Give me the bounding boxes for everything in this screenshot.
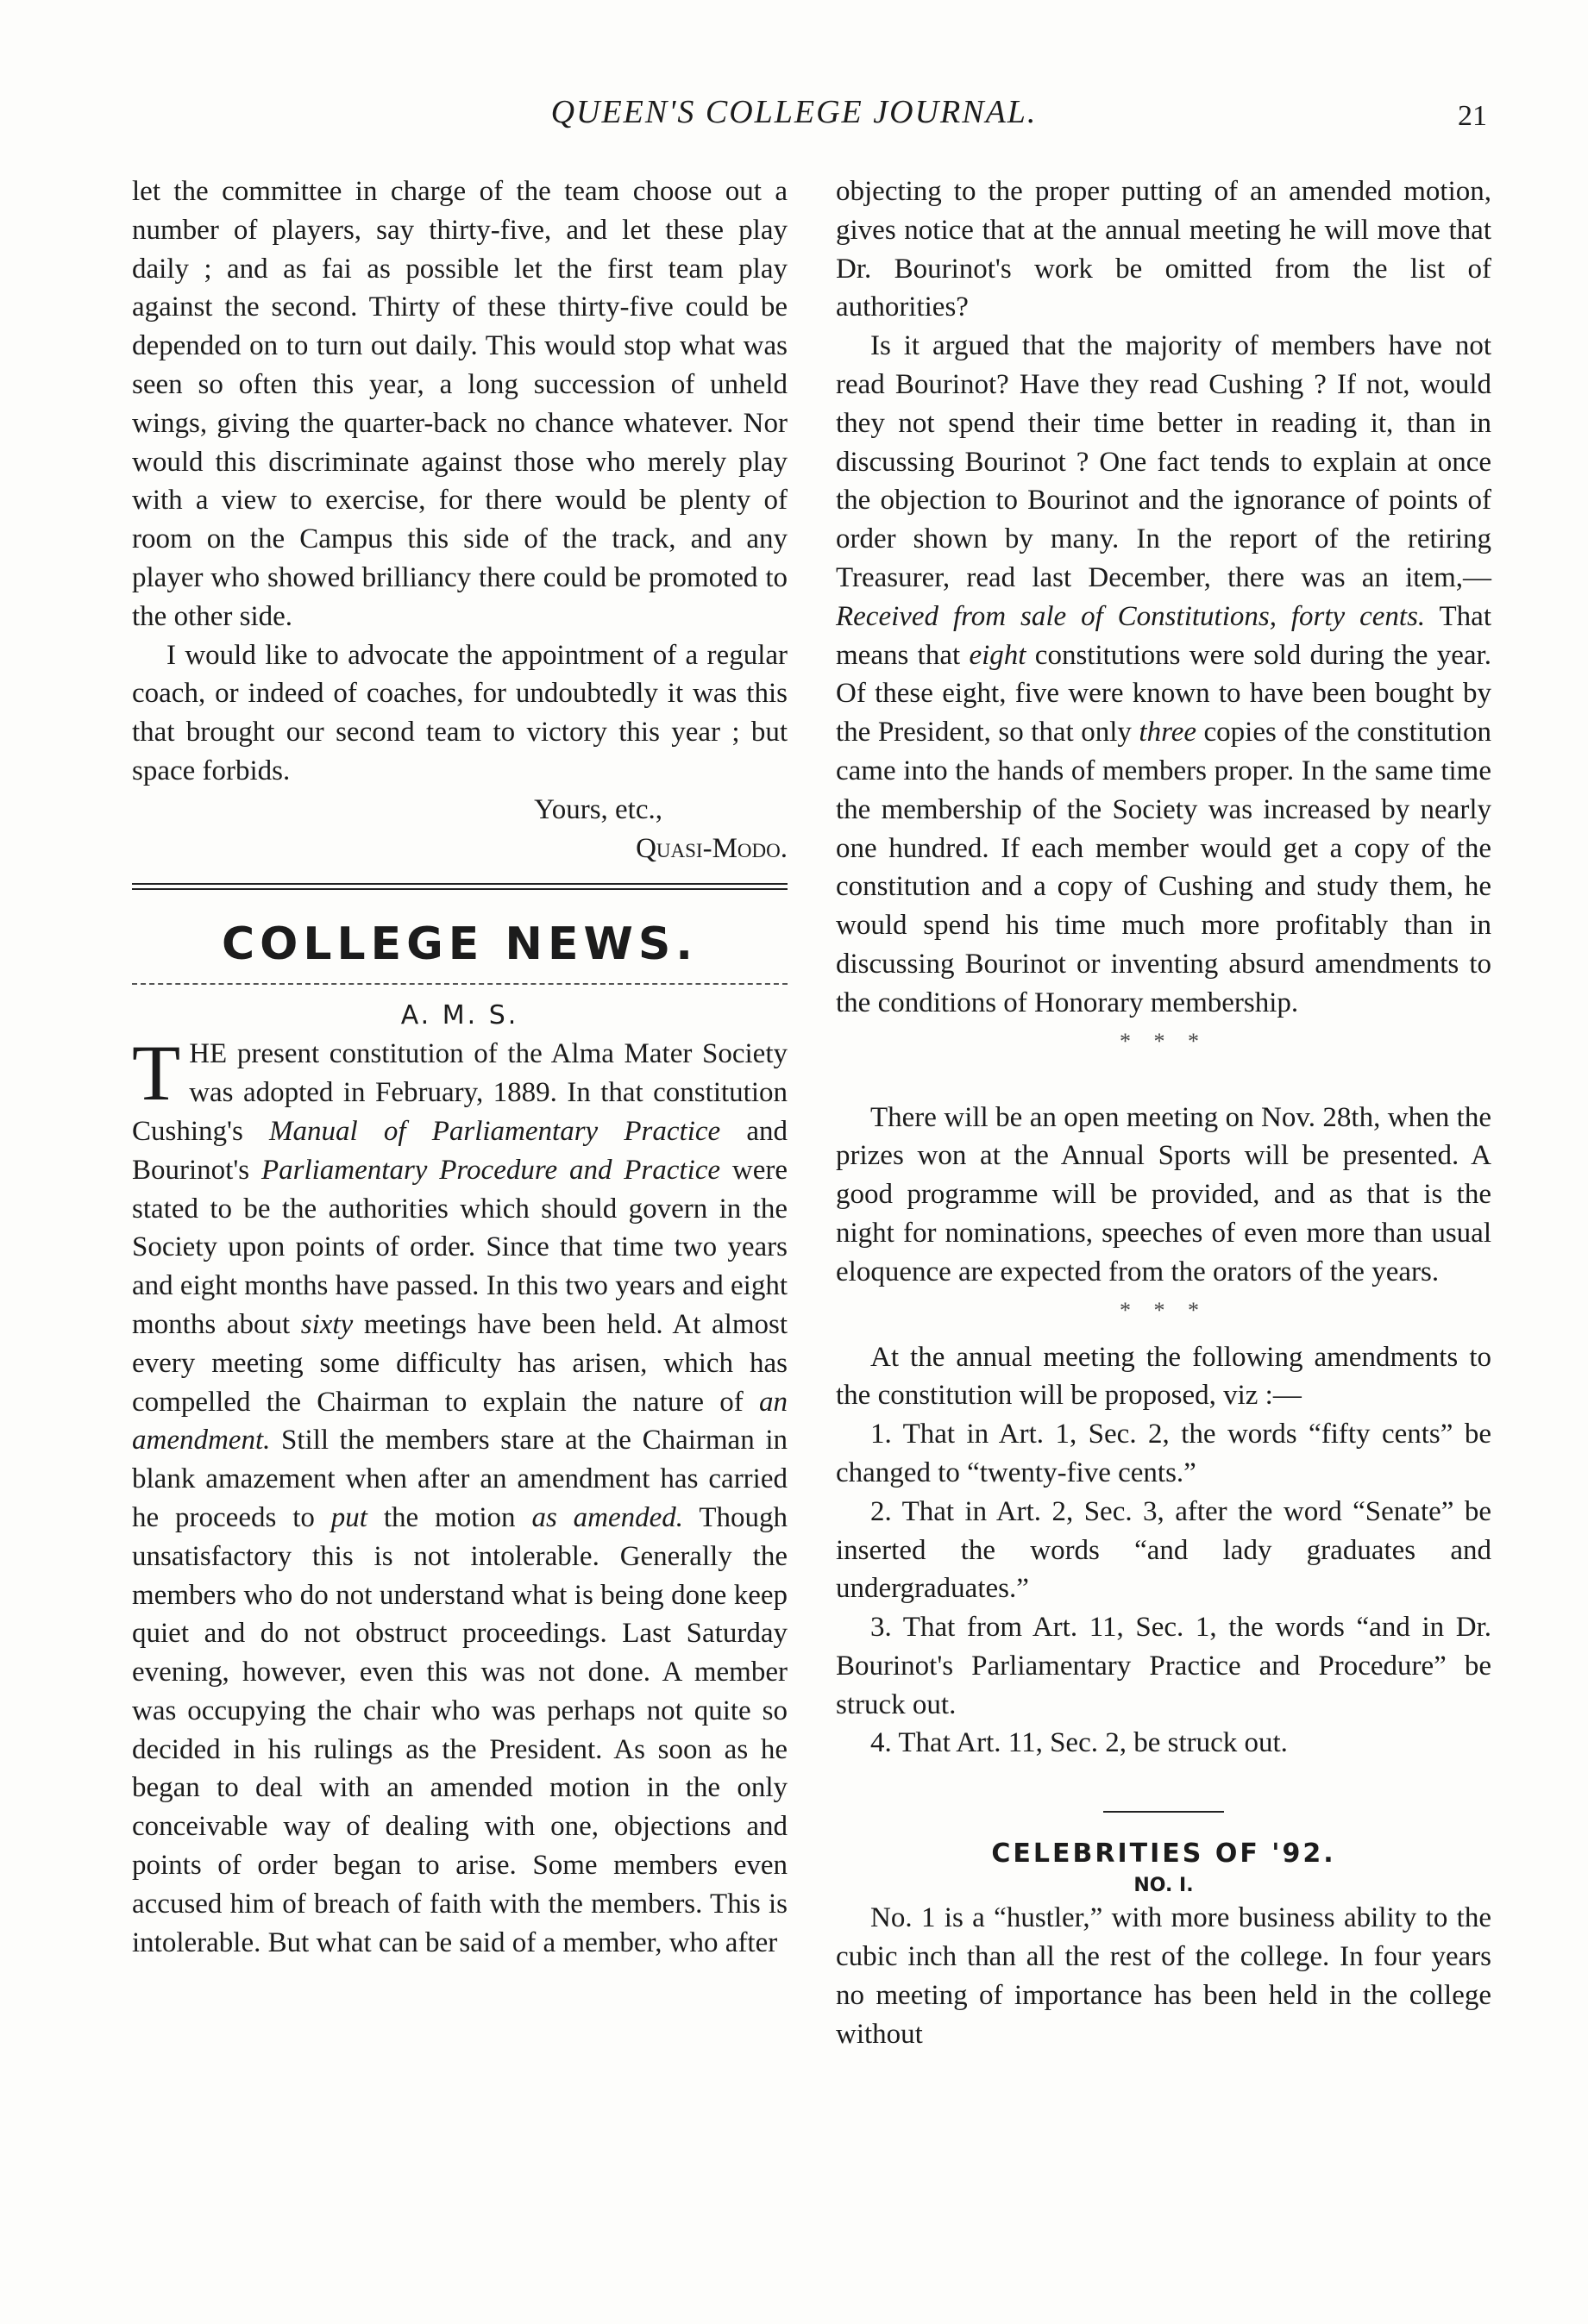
page-number: 21 — [1458, 100, 1487, 132]
celebrities-number: NO. I. — [1133, 1875, 1194, 1897]
letter-paragraph-2: I would like to advocate the appointment of a regular coach, or indeed of coaches, for undoubtedly it was this that brought our second team to victory this year ; but space forbids. — [132, 639, 788, 786]
ams-paragraph-continued: objecting to the proper putting of an amended motion, gives notice that at the annual meeting he will move that Dr. Bourinot's work be omitted from the list of authorities? — [836, 176, 1491, 323]
dashed-divider — [132, 983, 788, 985]
letter-signoff: Yours, etc., — [534, 793, 662, 825]
running-head: QUEEN'S COLLEGE JOURNAL. — [550, 94, 1038, 130]
celebrities-heading: CELEBRITIES OF '92. — [991, 1839, 1336, 1870]
asterism-divider: * * * — [1120, 1028, 1208, 1054]
letter-paragraph: let the committee in charge of the team choose out a number of players, say thirty-five, and let these play daily ; and as fai as possible let the first team play against the second. Thirty of these thirty-five could be depended on to turn out daily. This would stop what was seen so often this year, a long succession of unheld wings, giving the quarter-back no chance whatever. Nor would this discriminate against those who merely play with a view to exercise, for there would be plenty of room on the Campus this side of the track, and any player who showed brilliancy there could be promoted to the other side. — [132, 176, 788, 632]
left-column — [132, 172, 788, 1962]
amendment-item: 2. That in Art. 2, Sec. 3, after the word “Senate” be inserted the words “and lady graduates and undergraduates.” — [836, 1495, 1491, 1605]
bourinot-paragraph: Is it argued that the majority of members have not read Bourinot? Have they read Cushing ? If not, would they not spend their time better in reading it, than in discussing Bourinot ? One fact tends to explain at once the objection to Bourinot and the ignorance of points of order shown by many. In the report of the retiring Treasurer, read last December, there was an item,—Received from sale of Constitutions, forty cents. That means that eight constitutions were sold during the year. Of these eight, five were known to have been bought by the President, so that only three copies of the constitution came into the hands of members proper. In the same time the membership of the Society was increased by nearly one hundred. If each member would get a copy of the constitution and a copy of Cushing and study them, he would spend his time much more profitably than in discussing Bourinot or inventing absurd amendments to the conditions of Honorary membership. — [836, 330, 1491, 1018]
letter-signature: Quasi-Modo. — [636, 832, 788, 864]
amendment-item: 3. That from Art. 11, Sec. 1, the words “and in Dr. Bourinot's Parliamentary Practice and Procedure” be struck out. — [836, 1612, 1491, 1720]
annual-meeting-paragraph: At the annual meeting the following amendments to the constitution will be proposed, viz :— — [836, 1341, 1491, 1412]
right-column — [836, 172, 1491, 2053]
drop-cap: T — [132, 1029, 181, 1118]
ams-paragraph: THE present constitution of the Alma Mater Society was adopted in February, 1889. In that constitution Cushing's Manual of Parliamentary Practice and Bourinot's Parliamentary Procedure and Practice were stated to be the authorities which should govern in the Society upon points of order. Since that time two years and eight months have passed. In this two years and eight months about sixty meetings have been held. At almost every meeting some difficulty has arisen, which has compelled the Chairman to explain the nature of an amendment. Still the members stare at the Chairman in blank amazement when after an amendment has carried he proceeds to put the motion as amended. Though unsatisfactory this is not intolerable. Generally the members who do not understand what is being done keep quiet and do not obstruct proceedings. Last Saturday evening, however, even this was not done. A member was occupying the chair who was perhaps not quite so decided in his rulings as the President. As soon as he began to deal with an amended motion in the only conceivable way of dealing with one, objections and points of order began to arise. Some members even accused him of breach of faith with the members. This is intolerable. But what can be said of a member, who after — [132, 1029, 788, 1958]
section-title: COLLEGE NEWS. — [221, 918, 699, 971]
amendment-item: 1. That in Art. 1, Sec. 2, the words “fifty cents” be changed to “twenty-five cents.” — [836, 1419, 1491, 1488]
short-rule-divider — [1103, 1811, 1224, 1813]
double-rule-divider — [132, 883, 788, 890]
asterism-divider-2: * * * — [1120, 1297, 1208, 1323]
amendment-item: 4. That Art. 11, Sec. 2, be struck out. — [870, 1727, 1288, 1759]
open-meeting-paragraph: There will be an open meeting on Nov. 28th, when the prizes won at the Annual Sports will be presented. A good programme will be provided, and as that is the night for nominations, speeches of even more than usual eloquence are expected from the orators of the years. — [836, 1101, 1491, 1287]
celebrities-paragraph: No. 1 is a “hustler,” with more business ability to the cubic inch than all the rest of the college. In four years no meeting of importance has been held in the college without — [836, 1902, 1491, 2050]
subheading-ams: A. M. S. — [400, 1000, 519, 1031]
